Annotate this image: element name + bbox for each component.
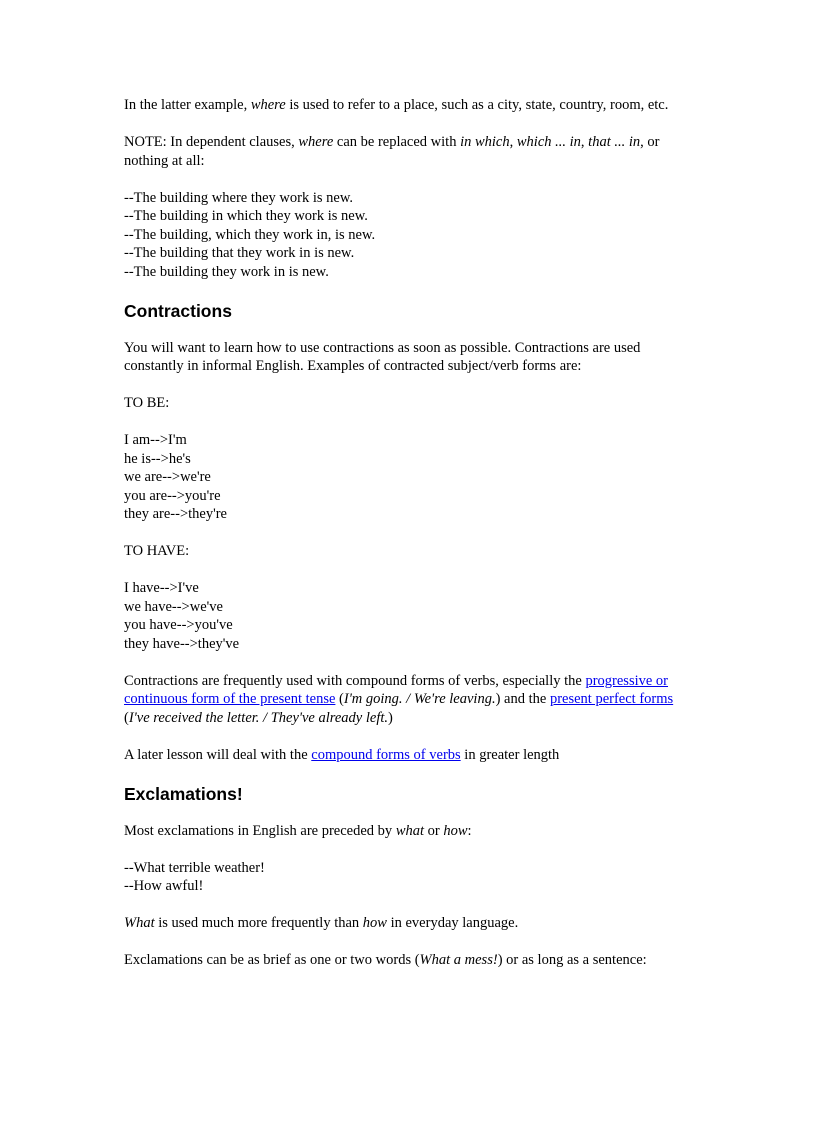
list-item: --The building that they work in is new. [124,245,355,261]
to-be-list [124,431,694,524]
exclamation-examples-list [124,859,694,896]
list-item: --The building they work in is new. [124,263,329,280]
list-item: he is-->he's [124,450,191,467]
list-item: --The building in which they work is new. [124,208,368,224]
contractions-intro: You will want to learn how to use contractions as soon as possible. Contractions are used constantly in informal English. Examples of contracted subject/verb forms are: [124,339,641,374]
list-item: you are-->you're [124,487,221,504]
present-tense-link[interactable]: progressive or continuous form of the present tense [124,672,669,707]
where-examples-list [124,189,694,282]
length-paragraph: Exclamations can be as brief as one or two words (What a mess!) or as long as a sentence: [124,952,647,968]
list-item: --How awful! [124,878,204,894]
contractions-heading: Contractions [124,300,232,321]
exclamations-intro: Most exclamations in English are preceded by what or how: [124,822,472,839]
list-item: --The building where they work is new. [124,189,353,206]
list-item: we are-->we're [124,469,211,485]
list-item: they are-->they're [124,506,227,522]
document-page [124,96,694,988]
list-item: --What terrible weather! [124,859,265,876]
compound-forms-paragraph: Contractions are frequently used with compound forms of verbs, especially the progressive or continuous form of the present tense (I'm going. / We're leaving.) and the present perfect forms (I've received the letter. / They've already left.) [124,672,674,726]
compound-verbs-link[interactable]: compound forms of verbs [311,746,461,763]
list-item: I have-->I've [124,580,199,596]
list-item: --The building, which they work in, is new. [124,226,376,243]
to-have-list [124,579,694,653]
list-item: I am-->I'm [124,432,187,448]
list-item: they have-->they've [124,635,240,652]
usage-paragraph: What is used much more frequently than how in everyday language. [124,915,519,931]
present-perfect-link[interactable]: present perfect forms [549,691,674,707]
to-have-label: TO HAVE: [124,543,190,559]
exclamations-heading: Exclamations! [124,783,243,804]
where-paragraph: In the latter example, where is used to refer to a place, such as a city, state, country, room, etc. [124,97,669,113]
later-lesson-paragraph: A later lesson will deal with the compound forms of verbs in greater length [124,746,560,763]
list-item: you have-->you've [124,617,233,633]
list-item: we have-->we've [124,598,223,615]
to-be-label: TO BE: [124,395,170,411]
note-paragraph: NOTE: In dependent clauses, where can be replaced with in which, which ... in, that ... in, or nothing at all: [124,134,660,169]
